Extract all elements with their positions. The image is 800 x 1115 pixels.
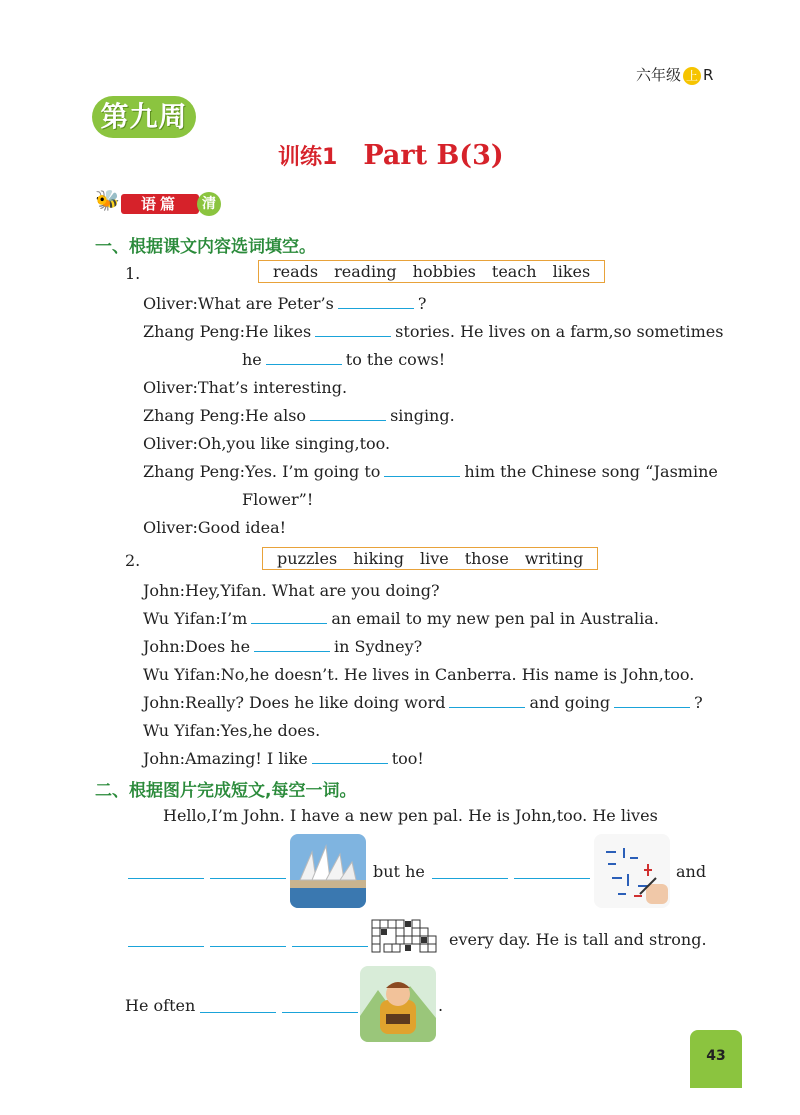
answer-blank[interactable] — [384, 462, 460, 477]
answer-blank[interactable] — [200, 998, 276, 1013]
section-tag-circle: 清 — [197, 192, 221, 216]
title-english: Part B(3) — [363, 140, 504, 171]
dialogue-line: Wu Yifan:Yes,he does. — [143, 721, 321, 740]
answer-blank[interactable] — [292, 932, 368, 947]
passage-text: every day. He is tall and strong. — [449, 930, 707, 949]
answer-blank[interactable] — [432, 864, 508, 879]
page-number: 43 — [690, 1030, 742, 1088]
term-badge: 上 — [683, 67, 701, 85]
dialogue-line: Oliver:Good idea! — [143, 518, 287, 537]
week-badge: 第九周 — [92, 96, 196, 138]
dialogue-line: Wu Yifan:No,he doesn’t. He lives in Canberra. His name is John,too. — [143, 665, 695, 684]
question-2-heading: 二、根据图片完成短文,每空一词。 — [95, 781, 357, 801]
dialogue-line: Flower”! — [242, 490, 314, 509]
word-box-1: reads reading hobbies teach likes — [258, 260, 605, 283]
dialogue-line: Wu Yifan:I’m an email to my new pen pal in Australia. — [143, 609, 659, 628]
bee-icon: 🐝 — [95, 188, 120, 212]
answer-blank[interactable] — [312, 749, 388, 764]
answer-blank[interactable] — [449, 693, 525, 708]
sub-2-number: 2. — [125, 551, 141, 570]
answer-blank[interactable] — [251, 609, 327, 624]
dialogue-line: John:Does he in Sydney? — [143, 637, 423, 656]
dialogue-line: Zhang Peng:He also singing. — [143, 406, 455, 425]
page-title — [278, 140, 504, 171]
answer-blank[interactable] — [128, 932, 204, 947]
answer-blank[interactable] — [282, 998, 358, 1013]
passage-text: but he — [373, 862, 425, 881]
answer-blank[interactable] — [310, 406, 386, 421]
dialogue-line: Oliver:That’s interesting. — [143, 378, 348, 397]
question-1-heading: 一、根据课文内容选词填空。 — [95, 237, 316, 257]
title-chinese: 训练1 — [278, 145, 338, 170]
sydney-opera-house-image — [290, 834, 366, 908]
dialogue-line: John:Hey,Yifan. What are you doing? — [143, 581, 440, 600]
dialogue-line: Oliver:Oh,you like singing,too. — [143, 434, 391, 453]
passage-line-1: Hello,I’m John. I have a new pen pal. He is John,too. He lives — [163, 806, 658, 825]
hiking-image — [360, 966, 436, 1042]
answer-blank[interactable] — [266, 350, 342, 365]
passage-text: and — [676, 862, 707, 881]
answer-blank[interactable] — [210, 932, 286, 947]
dialogue-line: Zhang Peng:Yes. I’m going to him the Chinese song “Jasmine — [143, 462, 718, 481]
passage-text: He often — [125, 996, 196, 1015]
dialogue-line: Zhang Peng:He likes stories. He lives on a farm,so sometimes — [143, 322, 724, 341]
word-box-2: puzzles hiking live those writing — [262, 547, 598, 570]
dialogue-line: John:Really? Does he like doing word and going ? — [143, 693, 703, 712]
dialogue-line: he to the cows! — [242, 350, 446, 369]
grade-label: 六年级 上 R — [636, 66, 714, 84]
answer-blank[interactable] — [210, 864, 286, 879]
answer-blank[interactable] — [614, 693, 690, 708]
answer-blank[interactable] — [338, 294, 414, 309]
answer-blank[interactable] — [315, 322, 391, 337]
dialogue-line: Oliver:What are Peter’s ? — [143, 294, 427, 313]
writing-image — [594, 834, 670, 908]
crossword-puzzle-image — [370, 916, 444, 954]
dialogue-line: John:Amazing! I like too! — [143, 749, 424, 768]
answer-blank[interactable] — [514, 864, 590, 879]
passage-text: . — [438, 996, 444, 1015]
answer-blank[interactable] — [254, 637, 330, 652]
section-tag-label: 语篇 — [121, 194, 199, 214]
answer-blank[interactable] — [128, 864, 204, 879]
sub-1-number: 1. — [125, 264, 141, 283]
